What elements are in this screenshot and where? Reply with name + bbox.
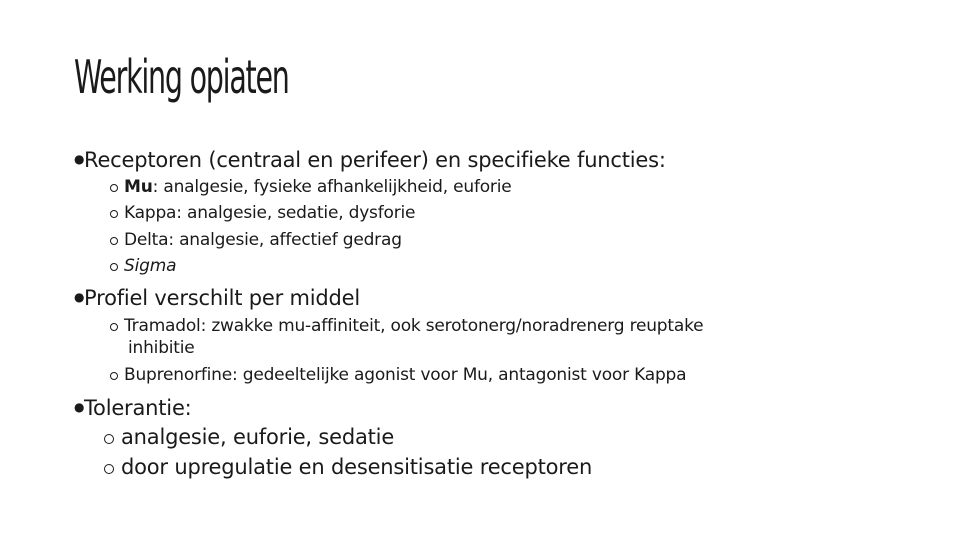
kappa-text: Kappa: analgesie, sedatie, dysforie [124, 203, 416, 223]
bullet-dot-icon: ● [74, 290, 85, 304]
sub-bullet-delta [110, 229, 402, 251]
circle-bullet-icon [110, 323, 118, 331]
sub-bullet-mu [110, 176, 512, 198]
bullet-tolerance [74, 395, 192, 422]
circle-bullet-icon [104, 464, 114, 474]
sub-bullet-kappa [110, 202, 415, 224]
bullet-dot-icon: ● [74, 152, 85, 166]
circle-bullet-icon [110, 372, 118, 380]
sigma-text: Sigma [124, 256, 177, 276]
bullet-profile [74, 285, 360, 312]
circle-bullet-icon [110, 263, 118, 271]
bullet-receptors [74, 147, 666, 174]
delta-text: Delta: analgesie, affectief gedrag [124, 230, 402, 250]
sub-bullet-tolerance-2 [104, 454, 592, 480]
tramadol-line2: inhibitie [128, 338, 195, 358]
receptors-heading: Receptoren (centraal en perifeer) en specifieke functies: [84, 148, 666, 172]
circle-bullet-icon [104, 434, 114, 444]
circle-bullet-icon [110, 210, 118, 218]
sub-bullet-tolerance-1 [104, 424, 394, 450]
circle-bullet-icon [110, 184, 118, 192]
profile-heading: Profiel verschilt per middel [84, 286, 360, 310]
bullet-dot-icon: ● [74, 400, 85, 414]
sub-bullet-sigma [110, 255, 176, 277]
tolerance-item1: analgesie, euforie, sedatie [121, 425, 395, 449]
sub-bullet-tramadol [110, 315, 703, 337]
circle-bullet-icon [110, 237, 118, 245]
tolerance-item2: door upregulatie en desensitisatie receptoren [121, 455, 593, 479]
mu-label: Mu [124, 177, 153, 197]
slide-title: Werking opiaten [74, 50, 289, 104]
mu-text: : analgesie, fysieke afhankelijkheid, euforie [152, 177, 512, 197]
tramadol-continuation [128, 337, 195, 359]
buprenorfine-text: Buprenorfine: gedeeltelijke agonist voor Mu, antagonist voor Kappa [124, 365, 687, 385]
sub-bullet-buprenorfine [110, 364, 686, 386]
tolerance-heading: Tolerantie: [84, 396, 192, 420]
tramadol-line1: Tramadol: zwakke mu-affiniteit, ook serotonerg/noradrenerg reuptake [124, 316, 704, 336]
